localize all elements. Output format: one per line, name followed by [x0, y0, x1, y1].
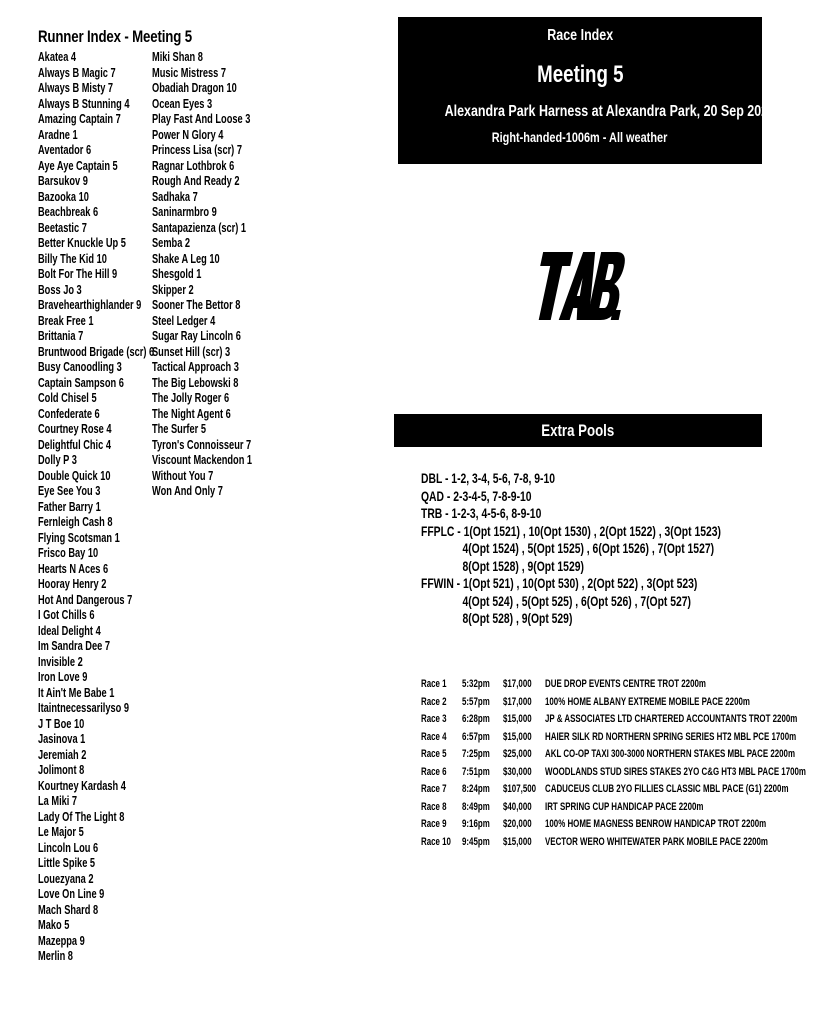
pool-line: 4(Opt 524) , 5(Opt 525) , 6(Opt 526) , 7(Opt 527)	[462, 592, 691, 609]
runner-entry: La Miki 7	[38, 794, 78, 808]
pool-line: 8(Opt 528) , 9(Opt 529)	[462, 610, 573, 626]
tab-logo	[530, 248, 626, 324]
pool-line: FFWIN - 1(Opt 521) , 10(Opt 530) , 2(Opt 522) , 3(Opt 523)	[421, 575, 698, 591]
runner-entry: Jasinova 1	[38, 732, 86, 746]
runner-entry: Iron Love 9	[38, 670, 88, 684]
runner-entry: Ocean Eyes 3	[152, 96, 213, 111]
runner-entry: Hot And Dangerous 7	[38, 592, 133, 607]
runner-entry: Itaintnecessarilyso 9	[38, 701, 130, 715]
runner-entry: Power N Glory 4	[152, 127, 224, 142]
runner-entry: The Big Lebowski 8	[152, 375, 239, 390]
pool-line: FFPLC - 1(Opt 1521) , 10(Opt 1530) , 2(Opt 1522) , 3(Opt 1523)	[421, 522, 721, 539]
race-name: VECTOR WERO WHITEWATER PARK MOBILE PACE 2200m	[545, 835, 768, 848]
race-time: 7:25pm	[462, 748, 490, 760]
runner-entry: Hearts N Aces 6	[38, 561, 109, 576]
race-name: CADUCEUS CLUB 2YO FILLIES CLASSIC MBL PACE (G1) 2200m	[545, 783, 789, 795]
runner-entry: The Surfer 5	[152, 422, 206, 436]
race-number: Race 2	[421, 695, 447, 708]
runner-entry: Eye See You 3	[38, 484, 101, 498]
runner-entry: Im Sandra Dee 7	[38, 639, 110, 653]
runner-entry: Captain Sampson 6	[38, 375, 124, 390]
runner-entry: Akatea 4	[38, 50, 77, 64]
runner-entry: Amazing Captain 7	[38, 112, 121, 126]
runner-entry: Sooner The Bettor 8	[152, 298, 241, 312]
pool-line: 8(Opt 1528) , 9(Opt 1529)	[462, 557, 584, 574]
race-number: Race 6	[421, 765, 447, 778]
runner-entry: Ragnar Lothbrok 6	[152, 158, 235, 173]
runner-entry: Barsukov 9	[38, 174, 88, 188]
race-number: Race 8	[421, 800, 447, 813]
runner-entry: Beetastic 7	[38, 220, 87, 235]
pool-line: DBL - 1-2, 3-4, 5-6, 7-8, 9-10	[421, 470, 555, 486]
runner-entry: Brittania 7	[38, 329, 84, 343]
race-number: Race 7	[421, 783, 447, 795]
race-number: Race 1	[421, 678, 447, 690]
runner-entry: Santapazienza (scr) 1	[152, 220, 247, 235]
venue-line: Alexandra Park Harness at Alexandra Park, 20 Sep 2024	[444, 103, 776, 120]
pool-line: TRB - 1-2-3, 4-5-6, 8-9-10	[421, 505, 542, 521]
race-time: 6:57pm	[462, 730, 490, 743]
runner-entry: Aventador 6	[38, 143, 92, 157]
runner-entry: Obadiah Dragon 10	[152, 81, 237, 95]
race-prize: $25,000	[503, 748, 532, 760]
runner-entry: Tactical Approach 3	[152, 360, 239, 374]
runner-entry: Always B Magic 7	[38, 65, 116, 80]
runner-entry: Le Major 5	[38, 825, 84, 839]
runner-entry: Steel Ledger 4	[152, 313, 216, 328]
runner-index-column-2	[152, 50, 287, 500]
runner-entry: Without You 7	[152, 468, 214, 483]
runner-entry: Skipper 2	[152, 282, 194, 297]
race-time: 5:32pm	[462, 678, 490, 690]
runner-entry: Bruntwood Brigade (scr) 6	[38, 344, 155, 359]
runner-entry: Bolt For The Hill 9	[38, 267, 118, 281]
runner-entry: Hooray Henry 2	[38, 577, 107, 591]
race-prize: $107,500	[503, 783, 537, 795]
runner-entry: Jeremiah 2	[38, 747, 87, 762]
runner-entry: Father Barry 1	[38, 499, 101, 514]
runner-entry: Invisible 2	[38, 654, 83, 669]
extra-pools-list	[421, 470, 826, 628]
race-name: IRT SPRING CUP HANDICAP PACE 2200m	[545, 800, 704, 813]
runner-entry: Mako 5	[38, 918, 70, 932]
runner-entry: Sunset Hill (scr) 3	[152, 344, 231, 359]
extra-pools-heading: Extra Pools	[541, 421, 615, 440]
runner-entry: Sadhaka 7	[152, 189, 198, 204]
runner-entry: Bravehearthighlander 9	[38, 298, 142, 312]
race-number: Race 10	[421, 835, 451, 848]
runner-entry: Billy The Kid 10	[38, 251, 107, 266]
runner-entry: Tyron's Connoisseur 7	[152, 437, 252, 452]
race-time: 9:16pm	[462, 818, 490, 830]
runner-entry: Busy Canoodling 3	[38, 360, 122, 374]
race-prize: $15,000	[503, 730, 532, 743]
pool-line: 4(Opt 1524) , 5(Opt 1525) , 6(Opt 1526) , 7(Opt 1527)	[462, 540, 715, 556]
meeting-title: Meeting 5	[536, 61, 624, 88]
runner-entry: Lincoln Lou 6	[38, 840, 99, 855]
runner-entry: Confederate 6	[38, 406, 100, 421]
race-name: 100% HOME ALBANY EXTREME MOBILE PACE 2200m	[545, 695, 750, 708]
runner-entry: Bazooka 10	[38, 189, 89, 204]
runner-entry: It Ain't Me Babe 1	[38, 685, 115, 700]
race-name: 100% HOME MAGNESS BENROW HANDICAP TROT 2200m	[545, 818, 767, 830]
runner-entry: Aradne 1	[38, 127, 78, 142]
runner-entry: Fernleigh Cash 8	[38, 515, 113, 529]
runner-entry: Mach Shard 8	[38, 902, 99, 917]
race-number: Race 9	[421, 818, 447, 830]
runner-entry: Louezyana 2	[38, 871, 94, 886]
race-prize: $40,000	[503, 800, 532, 813]
race-time: 5:57pm	[462, 695, 490, 708]
runner-entry: Frisco Bay 10	[38, 546, 99, 560]
runner-entry: Beachbreak 6	[38, 205, 99, 219]
runner-entry: Break Free 1	[38, 313, 94, 328]
runner-entry: Music Mistress 7	[152, 65, 227, 80]
runner-entry: Viscount Mackendon 1	[152, 453, 253, 467]
runner-entry: Shesgold 1	[152, 267, 202, 281]
race-prize: $17,000	[503, 695, 532, 708]
runner-entry: Rough And Ready 2	[152, 174, 240, 188]
race-name: HAIER SILK RD NORTHERN SPRING SERIES HT2 MBL PCE 1700m	[545, 730, 797, 743]
runner-entry: Lady Of The Light 8	[38, 809, 125, 824]
race-time: 8:24pm	[462, 783, 490, 795]
runner-entry: I Got Chills 6	[38, 608, 95, 622]
runner-entry: The Jolly Roger 6	[152, 391, 230, 405]
runner-entry: Shake A Leg 10	[152, 251, 220, 266]
runner-entry: Kourtney Kardash 4	[38, 778, 126, 793]
runner-entry: Jolimont 8	[38, 763, 85, 777]
runner-index-title: Runner Index - Meeting 5	[38, 27, 192, 46]
runner-entry: Saninarmbro 9	[152, 205, 217, 219]
tab-logo-icon	[530, 248, 626, 324]
race-name: DUE DROP EVENTS CENTRE TROT 2200m	[545, 678, 706, 690]
runner-entry: Ideal Delight 4	[38, 623, 101, 638]
runner-entry: Flying Scotsman 1	[38, 530, 120, 545]
race-number: Race 5	[421, 748, 447, 760]
runner-entry: Semba 2	[152, 236, 191, 250]
runner-entry: Mazeppa 9	[38, 933, 85, 948]
runner-entry: Little Spike 5	[38, 856, 96, 870]
race-time: 9:45pm	[462, 835, 490, 848]
runner-entry: Better Knuckle Up 5	[38, 236, 126, 250]
race-index-heading: Race Index	[547, 27, 613, 44]
race-prize: $15,000	[503, 835, 532, 848]
race-time: 7:51pm	[462, 765, 490, 778]
runner-entry: Love On Line 9	[38, 887, 105, 901]
race-time: 6:28pm	[462, 713, 490, 725]
runner-entry: Double Quick 10	[38, 468, 111, 483]
runner-entry: Sugar Ray Lincoln 6	[152, 329, 241, 343]
runner-entry: Won And Only 7	[152, 484, 223, 498]
runner-entry: Aye Aye Captain 5	[38, 158, 118, 173]
runner-entry: Always B Misty 7	[38, 81, 114, 95]
runner-entry: Dolly P 3	[38, 453, 77, 467]
race-index-header	[398, 17, 776, 164]
track-line: Right-handed-1006m - All weather	[492, 129, 668, 145]
race-number: Race 3	[421, 713, 447, 725]
runner-entry: Miki Shan 8	[152, 50, 203, 64]
runner-entry: Princess Lisa (scr) 7	[152, 143, 242, 157]
race-prize: $15,000	[503, 713, 532, 725]
extra-pools-header	[394, 414, 762, 447]
runner-entry: Merlin 8	[38, 949, 73, 963]
race-name: WOODLANDS STUD SIRES STAKES 2YO C&G HT3 MBL PACE 1700m	[545, 765, 806, 778]
race-time: 8:49pm	[462, 800, 490, 813]
runner-entry: Courtney Rose 4	[38, 422, 112, 436]
runner-entry: Cold Chisel 5	[38, 391, 97, 405]
race-prize: $17,000	[503, 678, 532, 690]
race-name: AKL CO-OP TAXI 300-3000 NORTHERN STAKES MBL PACE 2200m	[545, 748, 795, 760]
runner-entry: The Night Agent 6	[152, 406, 231, 421]
race-prize: $30,000	[503, 765, 532, 778]
runner-entry: Boss Jo 3	[38, 282, 82, 297]
race-name: JP & ASSOCIATES LTD CHARTERED ACCOUNTANTS TROT 2200m	[545, 713, 798, 725]
runner-entry: Always B Stunning 4	[38, 96, 130, 111]
race-prize: $20,000	[503, 818, 532, 830]
runner-entry: Play Fast And Loose 3	[152, 112, 251, 126]
runner-entry: J T Boe 10	[38, 716, 85, 731]
pool-line: QAD - 2-3-4-5, 7-8-9-10	[421, 487, 532, 504]
runner-entry: Delightful Chic 4	[38, 437, 111, 452]
race-number: Race 4	[421, 730, 447, 743]
